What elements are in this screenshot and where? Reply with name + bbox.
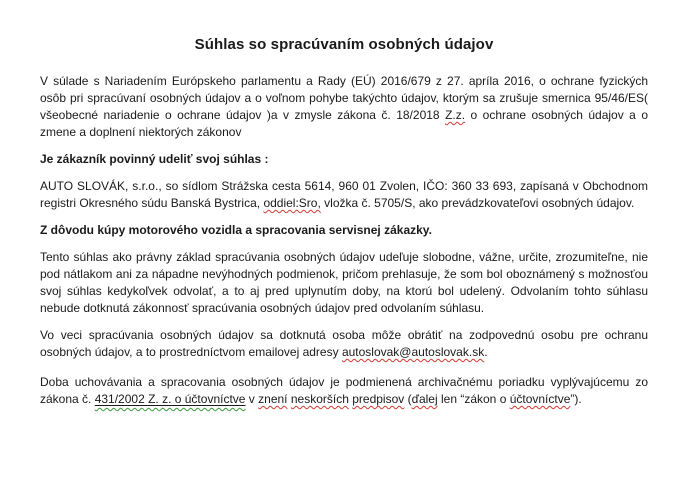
document-title: Súhlas so spracúvaním osobných údajov [194, 36, 494, 53]
spellcheck-predpisov: predpisov [352, 392, 405, 406]
intro-text-2: o ochrane osobných údajov a o zmene a doplnení niektorých zákonov [40, 108, 648, 139]
retention-text-3: ( [404, 392, 412, 406]
contact-text-2: . [484, 345, 488, 359]
spellcheck-oddiel: oddiel:Sro, [263, 196, 321, 210]
grammar-law-reference: 431/2002 Z. z. o účtovníctve [94, 392, 246, 406]
retention-text-2: v [245, 392, 259, 406]
heading-consent-required: Je zákazník povinný udeliť svoj súhlas : [40, 152, 269, 166]
contact-email: autoslovak@autoslovak.sk [341, 345, 485, 359]
spellcheck-neskorsich: neskorších [290, 392, 349, 406]
contact-text-1: Vo veci spracúvania osobných údajov sa dotknutá osoba môže obrátiť na zodpovednú osobu pre ochranu osobných údajov, a to prostredníctvom emailovej adresy [40, 328, 648, 359]
paragraph-intro [40, 73, 648, 141]
spellcheck-zz: Z.z. [445, 108, 466, 122]
intro-text-1: V súlade s Nariadením Európskeho parlamentu a Rady (EÚ) 2016/679 z 27. apríla 2016, o ochrane fyzických osôb pri spracúvaní osobných údajov a o voľnom pohybe takýchto údajov, ktorým sa zrušuje smernica 95/46/ES( všeobecné nariadenie o ochrane údajov )a v zmysle zákona č. 18/2018 [40, 74, 648, 122]
paragraph-retention [40, 374, 648, 408]
law-reference-underline [95, 392, 246, 406]
heading-purpose: Z dôvodu kúpy motorového vozidla a spracovania servisnej zákazky. [40, 223, 432, 237]
retention-text-1: Doba uchovávania a spracovania osobných údajov je podmienená archivačnému poriadku vyplývajúcemu zo zákona č. [40, 375, 648, 406]
paragraph-controller [40, 178, 648, 212]
controller-text-2: vložka č. 5705/S, ako prevádzkovateľovi osobných údajov. [320, 196, 635, 210]
paragraph-contact [40, 327, 648, 361]
spellcheck-zneni: znení [258, 392, 288, 406]
controller-text-1: AUTO SLOVÁK, s.r.o., so sídlom Strážska cesta 5614, 960 01 Zvolen, IČO: 360 33 693, zapísaná v Obchodnom registri Okresného súdu Banská Bystrica, [40, 179, 648, 210]
spellcheck-uctovnictve: účtovníctve [509, 392, 571, 406]
retention-text-4: len “zákon o [437, 392, 510, 406]
paragraph-consent-terms: Tento súhlas ako právny základ spracúvania osobných údajov udeľuje slobodne, vážne, určite, zrozumiteľne, nie pod nátlakom ani za nápadne nevýhodných podmienok, pričom prehlasuje, že som bol oboznámený s možnosťou svoj súhlas kedykoľvek odvolať, a to aj pred uplynutím doby, na ktorú bol udelený. Odvolaním tohto súhlasu nebude dotknutá zákonnosť spracúvania osobných údajov pred odvolaním súhlasu. [40, 250, 648, 315]
retention-text-5: ”). [570, 392, 582, 406]
spellcheck-dalej: ďalej [411, 392, 438, 406]
